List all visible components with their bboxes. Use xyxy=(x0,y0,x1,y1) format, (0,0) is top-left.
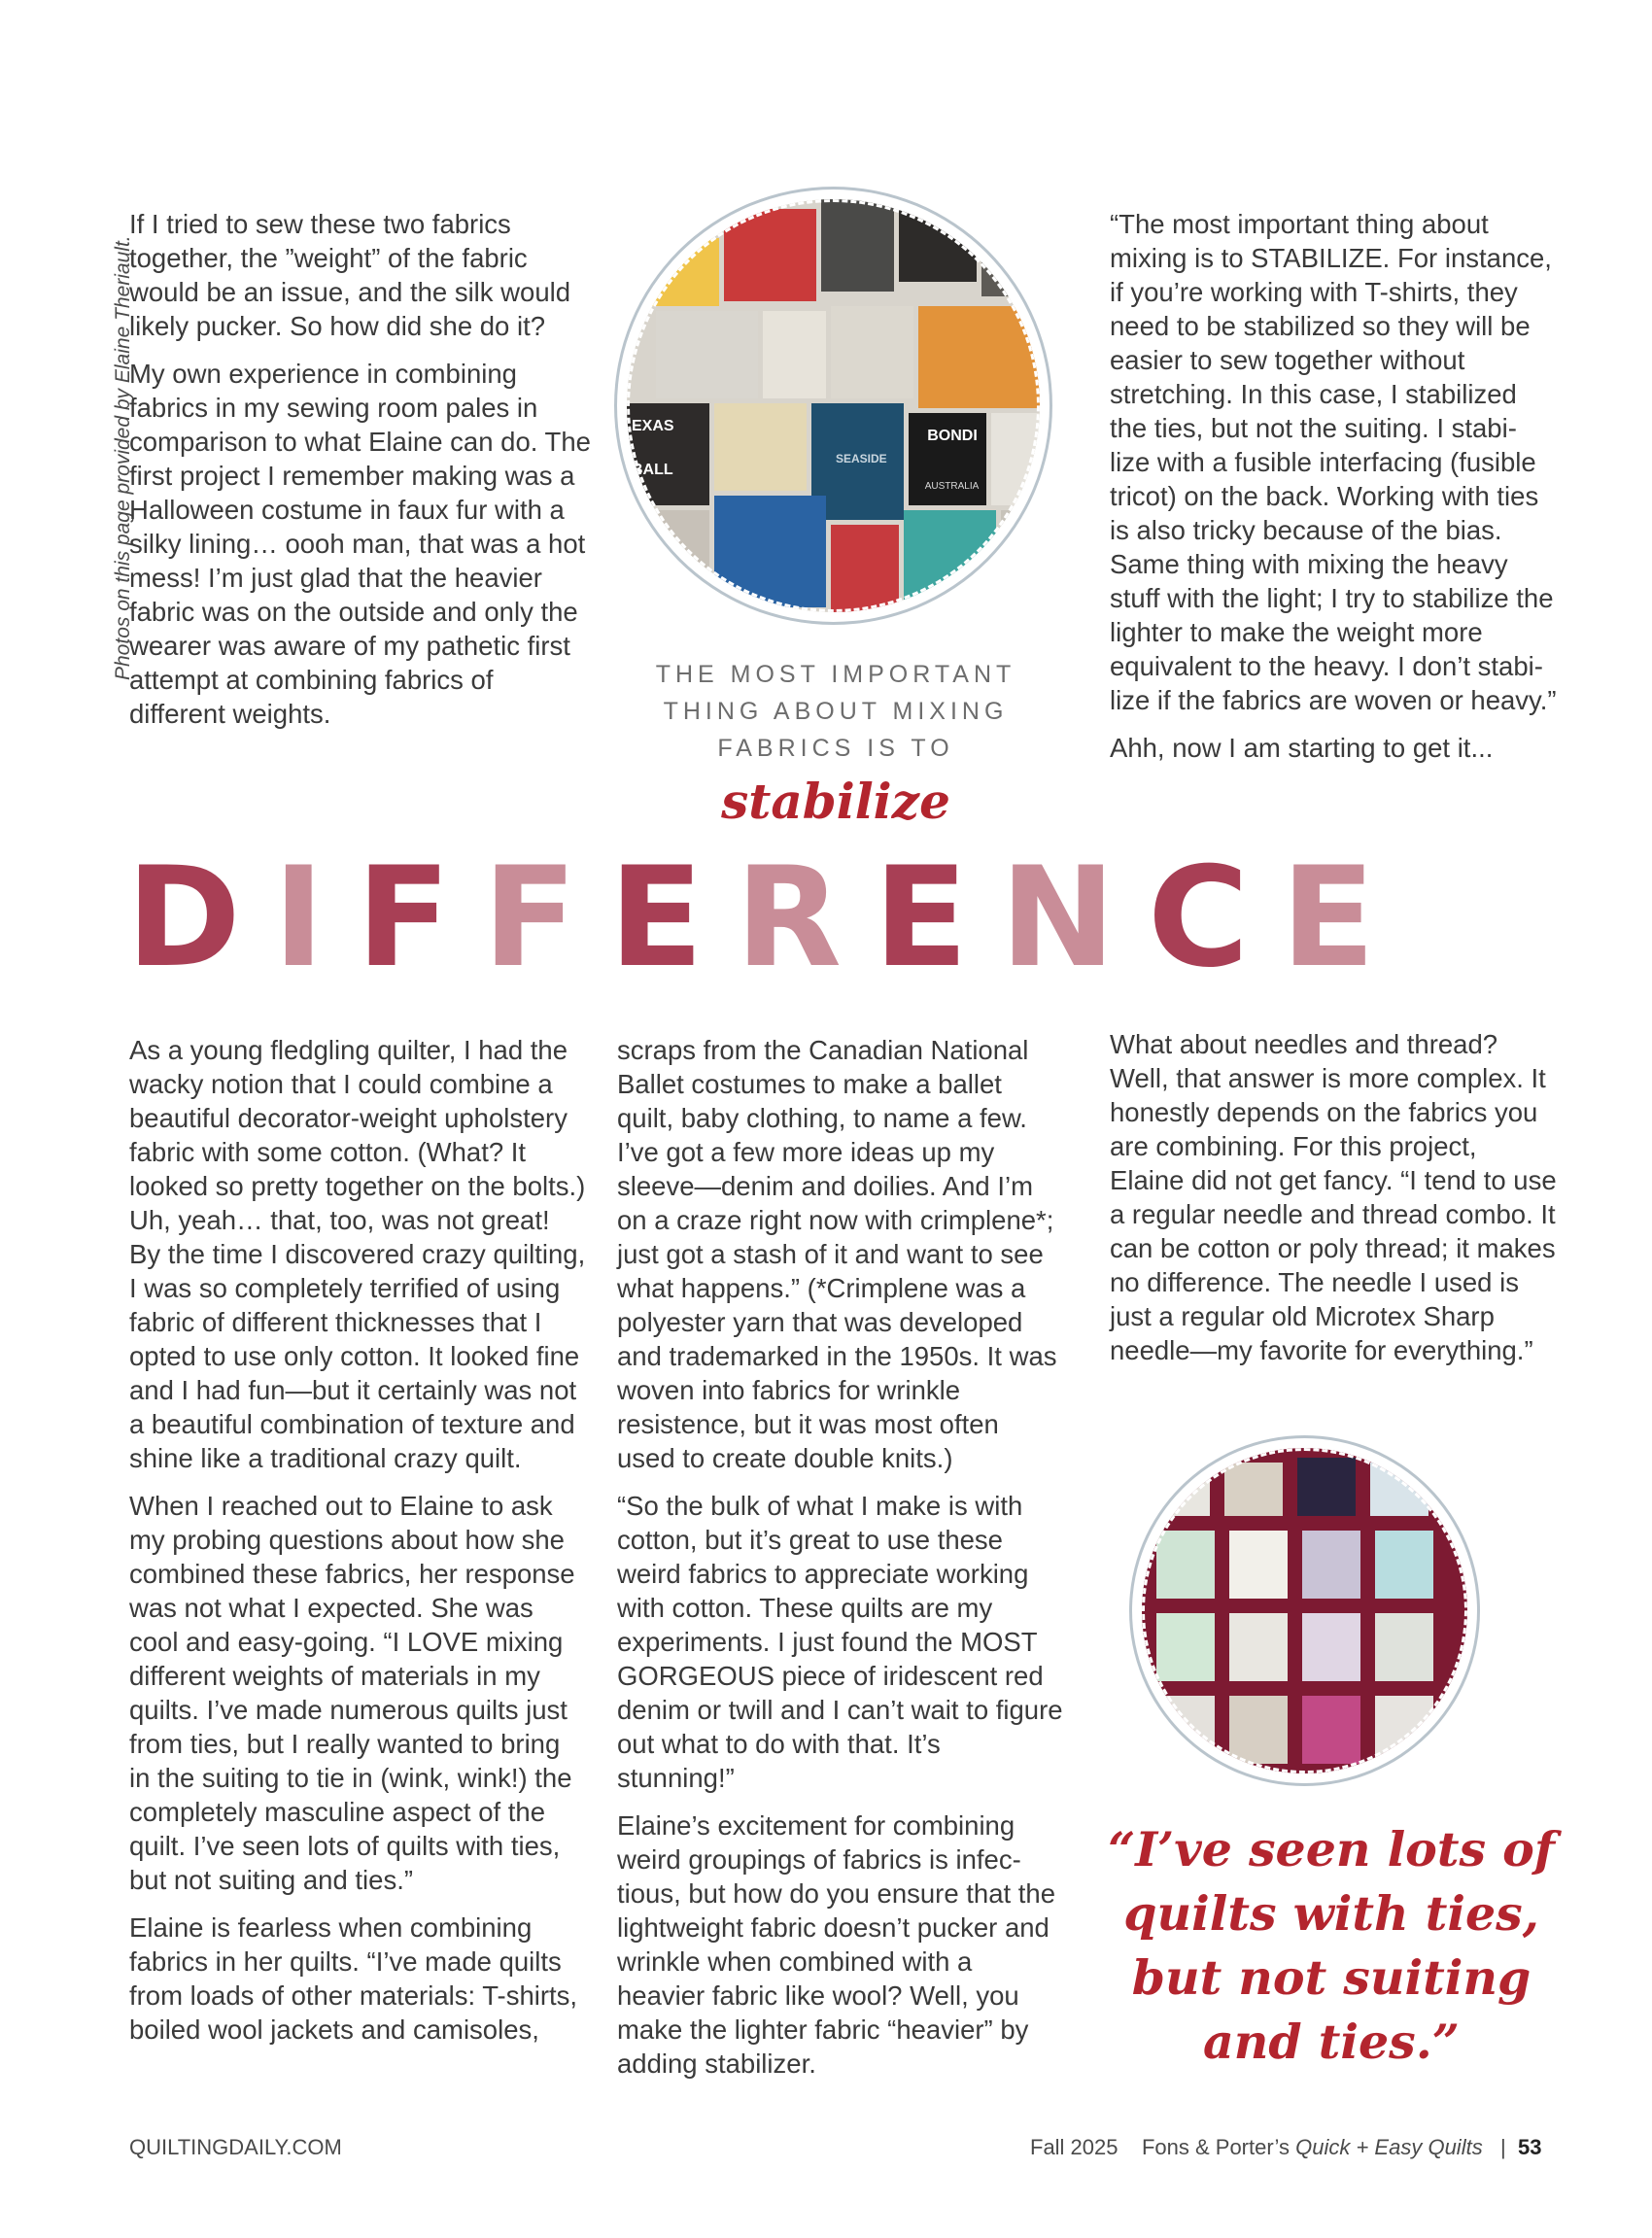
paragraph: Elaine’s excitement for combining weird groupings of fabrics is infec-tious, but how do you ensure that the lightweight fabric doesn’t pucker and wrinkle when combined with a heavier fabric like wool? Well, you make the lighter fabric “heavier” by adding stabilizer. xyxy=(617,1810,1055,2079)
headline-letter: N xyxy=(1000,838,1148,998)
photo-caption xyxy=(622,656,1050,767)
headline-letter: I xyxy=(272,838,357,998)
tie-quilt-photo xyxy=(1142,1448,1467,1773)
paragraph: Elaine is fearless when combining fabrics in her quilts. “I’ve made quilts from loads of other materials: T-shirts, boiled wool jackets and camisoles, xyxy=(129,1912,578,2045)
headline-letter: R xyxy=(735,838,875,998)
footer-magazine-prefix: Fons & Porter’s xyxy=(1141,2135,1290,2159)
headline-letter: C xyxy=(1147,838,1282,998)
article-column-2 xyxy=(617,1033,1064,2094)
tshirt-label-ball: BALL xyxy=(632,462,673,478)
paragraph: When I reached out to Elaine to ask my probing questions about how she combined these fabrics, her response was not what I expected. She was cool and easy-going. “I LOVE mixing different weights of materials in my quilts. I’ve made numerous quilts just from ties, but I really wanted to bring in the suiting to tie in (wink, wink!) the completely masculine aspect of the quilt. I’ve seen lots of quilts with ties, but not suiting and ties.” xyxy=(129,1491,575,1895)
quote-text-block xyxy=(1110,207,1557,778)
paragraph: scraps from the Canadian National Ballet costumes to make a ballet quilt, baby clothing, to name a few. I’ve got a few more ideas up my sleeve—denim and doilies. And I’m on a craze right now with crimplene*; just got a stash of it and want to see what happens.” (*Crimplene was a polyester yarn that was developed and trademarked in the 1950s. It was woven into fabrics for wrinkle resistence, but it was most often used to create double knits.) xyxy=(617,1035,1057,1473)
tshirt-label-australia: AUSTRALIA xyxy=(924,481,980,492)
tshirt-label-texas: EXAS xyxy=(632,418,674,434)
footer-separator: | xyxy=(1500,2135,1506,2159)
caption-line: FABRICS IS TO xyxy=(717,735,954,762)
intro-text-block xyxy=(129,207,596,744)
headline-letter: F xyxy=(356,838,483,998)
paragraph: If I tried to sew these two fabrics together, the ”weight” of the fabric would be an issue, and the silk would likely pucker. So how did she do it? xyxy=(129,209,571,341)
paragraph: “So the bulk of what I make is with cotton, but it’s great to use these weird fabrics to appreciate working with cotton. These quilts are my experiments. I just found the MOST GORGEOUS piece of iridescent red denim or twill and I can’t wait to figure out what to do with that. It’s stunning!” xyxy=(617,1491,1063,1793)
footer-issue-date: Fall 2025 xyxy=(1030,2135,1119,2159)
photo-credit: Photos on this page provided by Elaine Theriault. xyxy=(112,235,134,680)
footer-site: QUILTINGDAILY.COM xyxy=(129,2135,342,2159)
footer-issue xyxy=(1030,2135,1541,2160)
tshirt-label-bondi: BONDI xyxy=(927,428,978,444)
caption-line: THING ABOUT MIXING xyxy=(663,698,1009,725)
footer-magazine-title: Quick + Easy Quilts xyxy=(1295,2135,1483,2159)
paragraph: “The most important thing about mixing is to STABILIZE. For instance, if you’re working with T-shirts, they need to be stabilized so they will be easier to sew together without stretching. In this case, I stabilized the ties, but not the suiting. I stabi-lize with a fusible interfacing (fusible tricot) on the back. Working with ties is also tricky because of the bias. Same thing with mixing the heavy stuff with the light; I try to stabilize the lighter to make the weight more equivalent to the heavy. I don’t stabi-lize if the fabrics are woven or heavy.” xyxy=(1110,209,1557,715)
headline-letter: F xyxy=(482,838,609,998)
paragraph: Ahh, now I am starting to get it... xyxy=(1110,733,1494,763)
tshirt-quilt-photo xyxy=(627,199,1040,612)
article-column-3 xyxy=(1110,1027,1557,1381)
paragraph: What about needles and thread? Well, that answer is more complex. It honestly depends on the fabrics you are combining. For this project, Elaine did not get fancy. “I tend to use a regular needle and thread combo. It can be cotton or poly thread; it makes no difference. The needle I used is just a regular old Microtex Sharp needle—my favorite for everything.” xyxy=(1110,1029,1557,1365)
tshirt-label-seaside: SEASIDE xyxy=(836,452,887,465)
article-column-1 xyxy=(129,1033,586,2060)
headline-letter: E xyxy=(608,838,736,998)
caption-emphasis: stabilize xyxy=(721,773,950,830)
headline-letter: D xyxy=(126,838,273,998)
page-number: 53 xyxy=(1518,2135,1542,2159)
caption-line: THE MOST IMPORTANT xyxy=(655,661,1016,688)
pull-quote: “I’ve seen lots of quilts with ties, but not suiting and ties.” xyxy=(1108,1821,1555,2070)
headline-letter: E xyxy=(874,838,1001,998)
paragraph: As a young fledgling quilter, I had the wacky notion that I could combine a beautiful decorator-weight upholstery fabric with some cotton. (What? It looked so pretty together on the bolts.) Uh, yeah… that, too, was not great! By the time I discovered crazy quilting, I was so completely terrified of using fabric of different thicknesses that I opted to use only cotton. It looked fine and I had fun—but it certainly was not a beautiful combination of texture and shine like a traditional crazy quilt. xyxy=(129,1035,586,1473)
paragraph: My own experience in combining fabrics in my sewing room pales in comparison to what Elaine can do. The first project I remember making was a Halloween costume in faux fur with a silky lining… oooh man, that was a hot mess! I’m just glad that the heavier fabric was on the outside and only the wearer was aware of my pathetic first attempt at combining fabrics of different weights. xyxy=(129,359,591,729)
headline-letter: E xyxy=(1281,838,1408,998)
headline-difference xyxy=(126,838,1408,998)
